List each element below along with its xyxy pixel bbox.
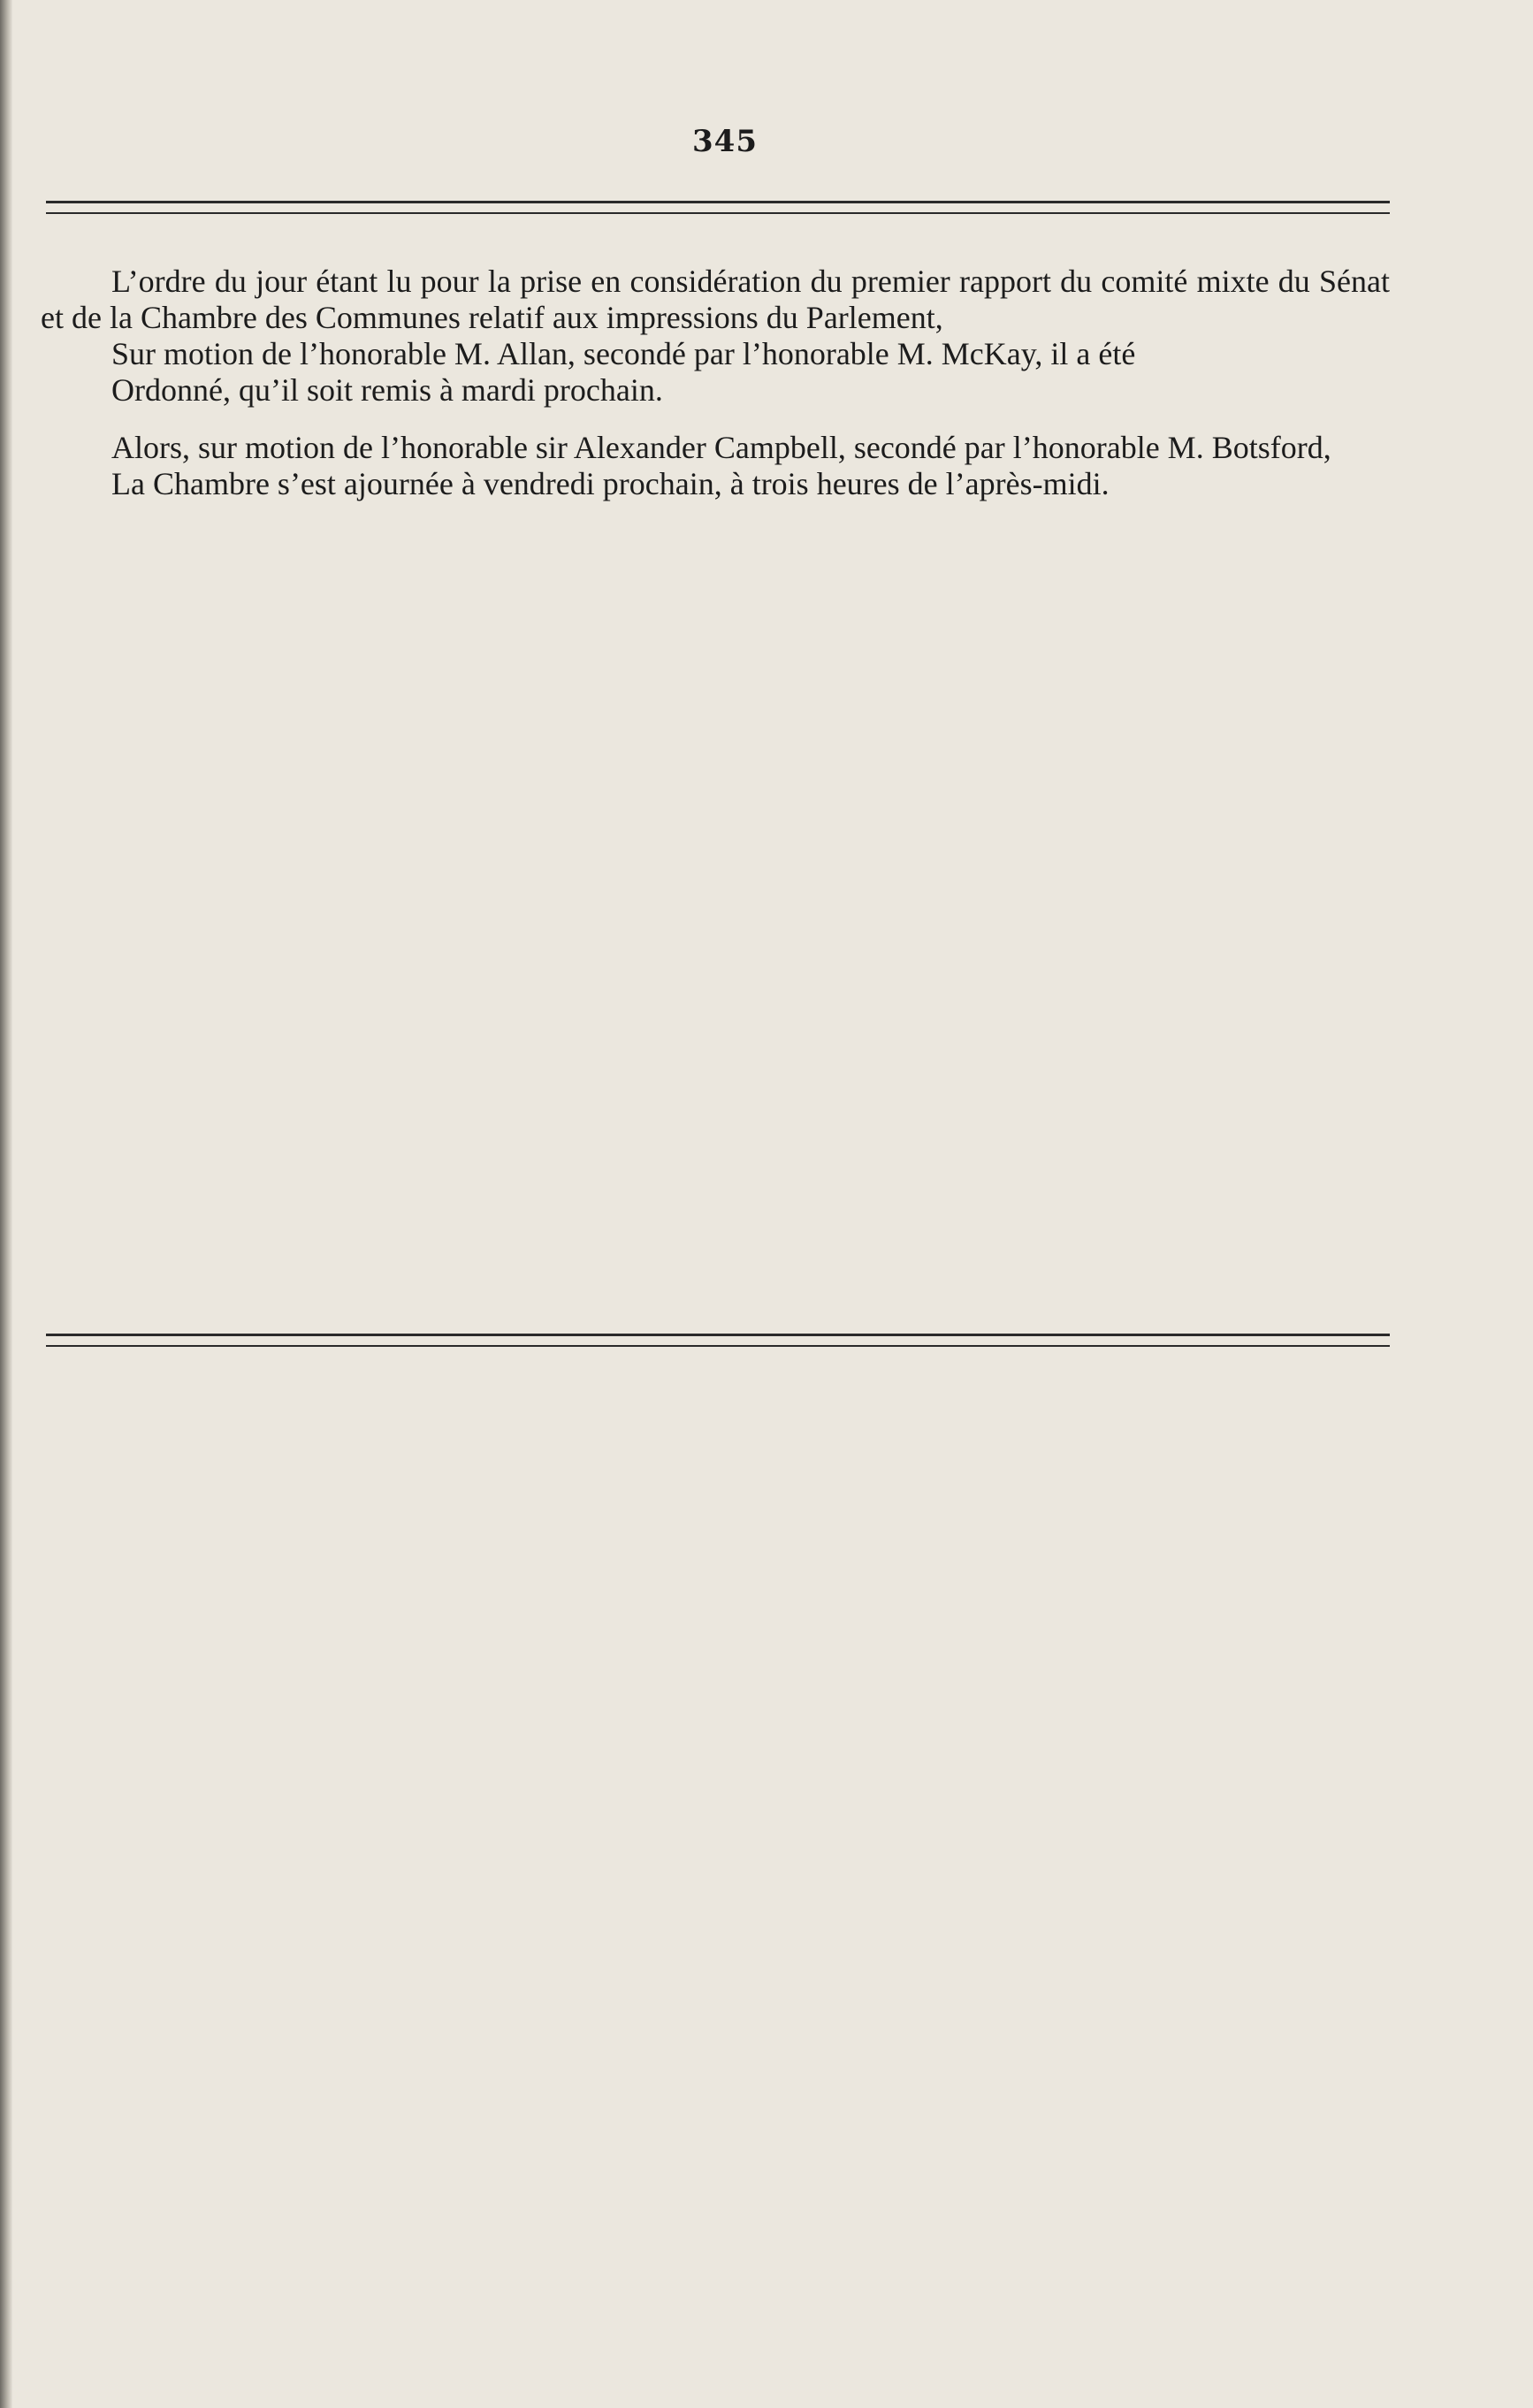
motion-paragraph: Sur motion de l’honorable M. Allan, secondé par l’honorable M. McKay, il a été (111, 336, 1136, 371)
footer-double-rule (46, 1334, 1390, 1347)
paragraph-gap (41, 409, 1390, 430)
proceedings-text (41, 264, 1390, 502)
header-double-rule (46, 201, 1390, 214)
page-number: 345 (692, 124, 758, 159)
order-paragraph: Ordonné, qu’il soit remis à mardi prochain. (111, 372, 663, 408)
adjournment-motion-paragraph: Alors, sur motion de l’honorable sir Alexander Campbell, secondé par l’honorable M. Botsford, (111, 430, 1331, 465)
adjournment-paragraph: La Chambre s’est ajournée à vendredi prochain, à trois heures de l’après-midi. (111, 466, 1110, 501)
order-of-day-paragraph: L’ordre du jour étant lu pour la prise en considération du premier rapport du comité mixte du Sénat et de la Chambre des Communes relatif aux impressions du Parlement, (41, 264, 1390, 335)
page-binding-edge (0, 0, 12, 2408)
